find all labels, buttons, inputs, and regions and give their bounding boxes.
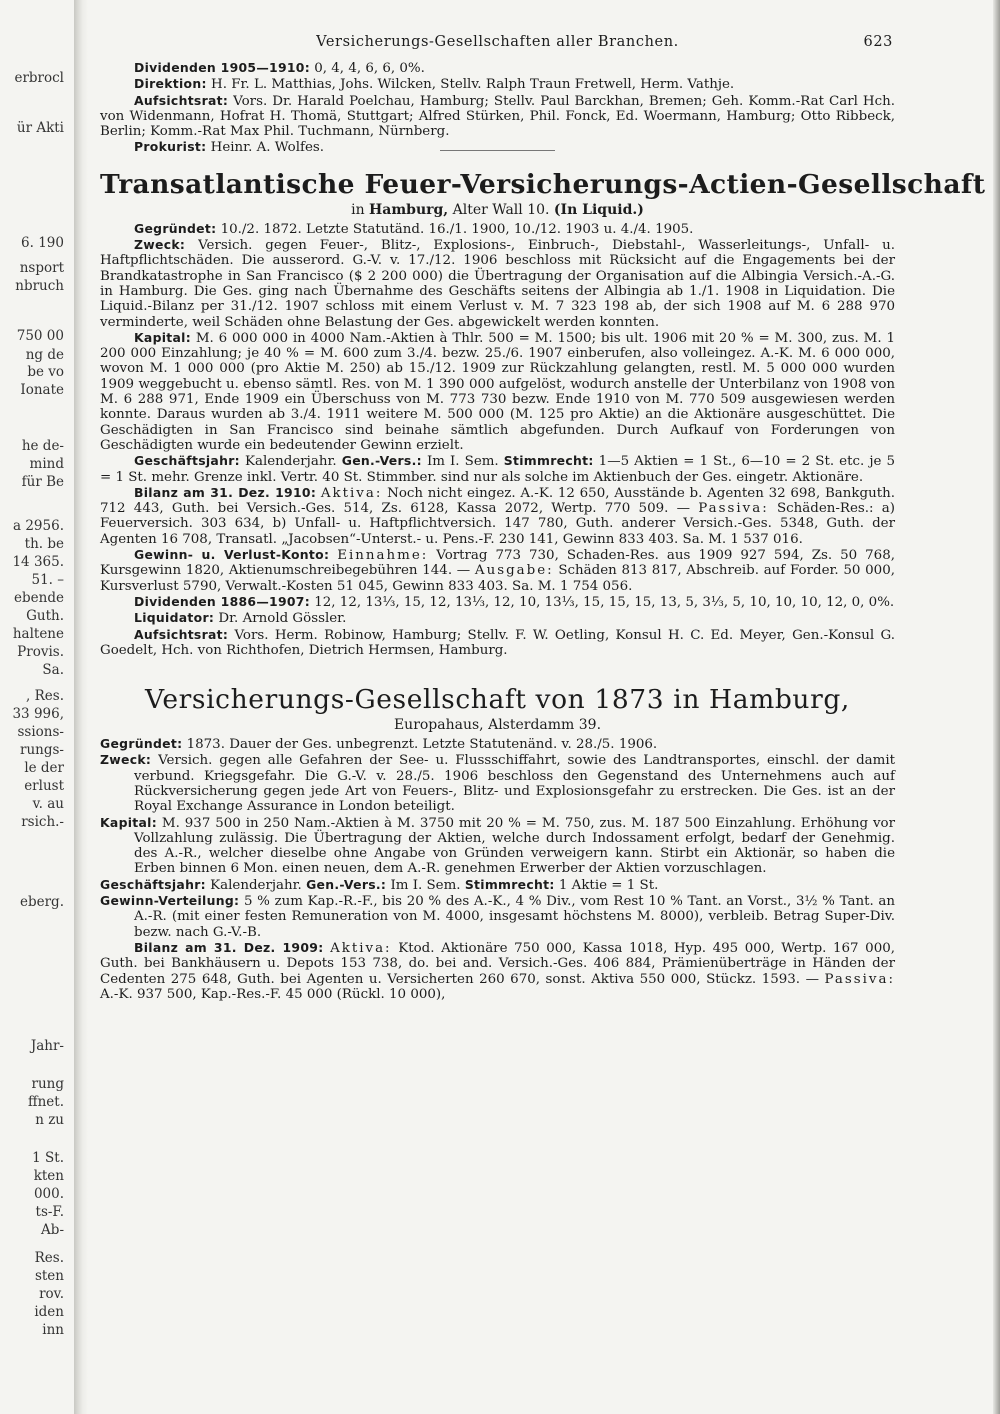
aktiva-label: Aktiva: [330, 940, 392, 956]
entry-geschaeftsjahr [100, 877, 895, 893]
label: Gen.-Vers.: [306, 876, 387, 892]
location-status: (In Liquid.) [553, 201, 644, 218]
einnahme-label: Einnahme: [337, 548, 429, 564]
left-fragment: a 2956. [13, 518, 64, 534]
entry-kapital [100, 815, 895, 877]
company-location [100, 201, 895, 219]
left-fragment: Sa. [42, 662, 64, 678]
label: Zweck: [134, 237, 186, 253]
value: M. 6 000 000 in 4000 Nam.-Aktien à Thlr. 500 = M. 1500; bis ult. 1906 mit 20 % = M. 300, zus. M. 1 200 000 Einzahlung; je 40 % = M. 600 zum 3./4. bezw. 25./6. 1907 einberufen, also volleingez. A.-K. M. 6 000 000, wovon M. 1 000 000 (pro Aktie M. 250) ab 15./12. 1909 zur Rückzahlung gelangten, restl. M. 5 000 000 wurden 1909 weggebucht u. ebenso sämtl. Res. von M. 1 390 000 aufgelöst, wodurch anstelle der Unterbilanz von 1908 von M. 6 288 971, Ende 1909 ein Überschuss von M. 773 730 bezw. Ende 1910 von M. 770 509 ausgewiesen werden konnte. Daraus wurden ab 3./4. 1911 weitere M. 500 000 (M. 125 pro Aktie) an die Aktionäre ausgeschüttet. Die Geschädigten in San Francisco sind beinahe sämtlich abgefunden. Durch Aufkauf von Forderungen von Geschädigten wurde ein bedeutender Gewinn erzielt. [100, 330, 895, 453]
left-fragment: le der [24, 760, 64, 776]
entry-dividenden [100, 60, 895, 76]
left-fragment: Res. [34, 1250, 64, 1266]
entry-kapital [100, 330, 895, 453]
left-fragment: rsich.- [21, 814, 64, 830]
aktiva-label: Aktiva: [320, 485, 383, 501]
left-fragment: haltene [12, 626, 64, 642]
running-header [100, 34, 895, 60]
label: Gegründet: [134, 220, 217, 236]
left-fragment: ür Akti [16, 120, 64, 136]
entry-liquidator [100, 610, 895, 626]
entry-gegruendet [100, 736, 895, 752]
value: 0, 4, 4, 6, 6, 0%. [314, 61, 425, 76]
value: 1873. Dauer der Ges. unbegrenzt. Letzte Statutenänd. v. 28./5. 1906. [186, 737, 658, 753]
left-fragment: kten [33, 1168, 64, 1184]
location-address: Alter Wall 10. [452, 201, 550, 218]
label: Aufsichtsrat: [134, 626, 229, 642]
value: Vors. Dr. Harald Poelchau, Hamburg; Stellv. Paul Barckhan, Bremen; Geh. Komm.-Rat Carl Hch. von Widenmann, Hofrat H. Thomä, Stuttgart; Alfred Stürken, Phil. Fonck, Ed. Woermann, Hamburg; Otto Ribbeck, Berlin; Komm.-Rat Max Phil. Tuchmann, Nürnberg. [100, 93, 895, 140]
page-gutter [74, 0, 88, 1414]
value: Schäden 813 817, Abschreib. auf Forder. 50 000, Kursverlust 5790, Verwalt.-Kosten 51 045, Gewinn 833 403. Sa. M. 1 754 056. [100, 563, 895, 594]
value: Schäden-Res.: a) Feuerversich. 303 634, b) Unfall- u. Haftpflichtversich. 147 780, Guth. anderer Versich.-Ges. 5348, Guth. der Agenten 16 708, Transatl. „Jacobsen“-Unterst.- u. Pens.-F. 230 141, Gewinn 833 403. Sa. M. 1 537 016. [100, 501, 896, 547]
entry-zweck [100, 237, 895, 330]
label: Bilanz am 31. Dez. 1909: [134, 939, 324, 955]
left-fragment: ffnet. [28, 1094, 64, 1110]
left-fragment: Jahr- [30, 1038, 64, 1054]
label: Gewinn-Verteilung: [100, 893, 240, 909]
label: Gewinn- u. Verlust-Konto: [134, 547, 330, 563]
entry-bilanz [100, 485, 895, 547]
entry-direktion [100, 76, 895, 92]
value: Ktod. Aktionäre 750 000, Kassa 1018, Hyp. 495 000, Wertp. 167 000, Guth. bei Bankhäusern u. Depots 153 738, do. bei and. Versich.-Ges. 406 884, Prämienüberträge in Händen der Cedenten 275 648, Guth. bei Agenten u. Versicherten 260 670, sonst. Aktiva 550 000, Stückz. 1593. — [100, 940, 895, 987]
value: Kalenderjahr. [244, 454, 337, 470]
left-fragment: th. be [24, 536, 64, 552]
entry-gegruendet [100, 221, 895, 237]
left-fragment: ebende [14, 590, 64, 606]
label: Stimmrecht: [503, 453, 594, 469]
value: 12, 12, 13⅓, 15, 12, 13⅓, 12, 10, 13⅓, 15, 15, 15, 13, 5, 3⅓, 5, 10, 10, 10, 12, 0, 0%. [314, 594, 895, 610]
left-fragment: 51. – [31, 572, 64, 588]
value: 10./2. 1872. Letzte Statutänd. 16./1. 1900, 10./12. 1903 u. 4./4. 1905. [220, 221, 694, 237]
entry-gewinn-verteilung [100, 893, 895, 940]
value: A.-K. 937 500, Kap.-Res.-F. 45 000 (Rückl. 10 000), [100, 986, 446, 1002]
value: Kalenderjahr. [210, 877, 302, 893]
page-edge [993, 0, 1000, 1414]
label: Dividenden 1886—1907: [134, 593, 310, 609]
value: Im I. Sem. [426, 454, 499, 470]
entry-zweck [100, 752, 895, 814]
value: 5 % zum Kap.-R.-F., bis 20 % des A.-K., 4 % Div., vom Rest 10 % Tant. an Vorst., 3½ % Tant. an A.-R. (mit einer festen Remuneration von M. 4000, insgesamt höchstens M. 8000), verbleib. Betrag Super-Div. bezw. nach G.-V.-B. [134, 894, 896, 940]
label: Bilanz am 31. Dez. 1910: [134, 484, 317, 500]
value: 1—5 Aktien = 1 St., 6—10 = 2 St. etc. je 5 = 1 St. mehr. Grenze inkl. Vertr. 40 St. Stimmber. sind nur als solche im Aktienbuch der Ges. eingetr. Aktionäre. [100, 454, 895, 485]
label: Aufsichtsrat: [134, 92, 229, 108]
left-fragment: Guth. [26, 608, 64, 624]
left-fragment: Provis. [17, 644, 64, 660]
left-fragment: 14 365. [12, 554, 64, 570]
left-fragment: sten [34, 1268, 64, 1284]
label: Stimmrecht: [464, 876, 555, 892]
value: Versich. gegen alle Gefahren der See- u. Flussschiffahrt, sowie des Landtransportes, einschl. der damit verbund. Kriegsgefahr. Die G.-V. v. 28./5. 1906 beschloss den Gegenstand des Unternehmens auch auf Rückversicherung gegen jede Art von Feuers-, Blitz- und Explosionsgefahr zu erstrecken. Die Ges. ist an der Royal Exchange Assurance in London beteiligt. [134, 753, 895, 815]
left-fragment: rov. [39, 1286, 64, 1302]
left-fragment: inn [42, 1322, 64, 1338]
label: Dividenden 1905—1910: [134, 60, 310, 75]
left-fragment: he de- [21, 438, 64, 454]
left-fragment: Ab- [41, 1222, 64, 1238]
left-fragment: erbrocl [14, 70, 64, 86]
left-fragment: 1 St. [32, 1150, 64, 1166]
page-number: 623 [863, 34, 893, 50]
label: Gegründet: [100, 736, 183, 752]
left-fragment: rungs- [20, 742, 64, 758]
left-fragment: 33 996, [12, 706, 64, 722]
label: Kapital: [134, 329, 191, 345]
left-fragment: ng de [25, 347, 64, 363]
left-fragment: , Res. [26, 688, 64, 704]
passiva-label: Passiva: [824, 971, 895, 987]
entry-geschaeftsjahr [100, 453, 895, 485]
value: H. Fr. L. Matthias, Johs. Wilcken, Stellv. Ralph Traun Fretwell, Herm. Vathje. [211, 77, 735, 93]
ausgabe-label: Ausgabe: [474, 563, 554, 579]
left-fragment: Ionate [20, 382, 64, 398]
entry-aufsichtsrat [100, 627, 895, 659]
company-address: Europahaus, Alsterdamm 39. [393, 717, 602, 734]
left-fragment: 000. [33, 1186, 64, 1202]
label: Prokurist: [134, 139, 207, 155]
left-fragment: v. au [32, 796, 64, 812]
company-title: Versicherungs-Gesellschaft von 1873 in Hamburg, [145, 684, 850, 716]
label: Geschäftsjahr: [100, 876, 206, 892]
label: Gen.-Vers.: [341, 453, 422, 469]
left-fragment: ssions- [17, 724, 64, 740]
left-fragment: eberg. [19, 894, 64, 910]
entry-bilanz [100, 940, 895, 1002]
left-fragment: n zu [35, 1112, 64, 1128]
location-city: Hamburg, [369, 201, 449, 218]
passiva-label: Passiva: [698, 501, 769, 517]
value: Vors. Herm. Robinow, Hamburg; Stellv. F. W. Oetling, Konsul H. C. Ed. Meyer, Gen.-Konsul G. Goedelt, Hch. von Richthofen, Dietrich Hermsen, Hamburg. [100, 627, 895, 658]
left-fragment: be vo [27, 364, 64, 380]
value: Versich. gegen Feuer-, Blitz-, Explosions-, Einbruch-, Diebstahl-, Wasserleitungs-, Unfall- u. Haftpflichtschäden. Die ausserord. G.-V. v. 17./12. 1906 beschloss mit Rücksicht auf die Engagements bei der Brandkatastrophe in San Francisco ($ 2 200 000) die Übertragung der Organisation auf die Albingia Versich.-A.-G. in Hamburg. Die Ges. ging nach Übernahme des Geschäfts seitens der Albingia ab 1./1. 1908 in Liquidation. Die Liquid.-Bilanz per 31./12. 1907 schloss mit einem Verlust v. M. 7 323 198 ab, der sich 1908 auf M. 6 288 970 verminderte, weil Schäden ohne Belastung der Ges. abgewickelt werden konnten. [100, 238, 895, 330]
value: Im I. Sem. [390, 877, 461, 893]
left-fragment: 750 00 [16, 328, 64, 344]
company-title: Transatlantische Feuer-Versicherungs-Actien-Gesellschaft [100, 168, 986, 200]
entry-guv [100, 547, 895, 594]
running-title: Versicherungs-Gesellschaften aller Branchen. [316, 34, 679, 50]
entry-aufsichtsrat [100, 93, 895, 140]
label: Kapital: [100, 814, 157, 830]
left-fragment: ts-F. [35, 1204, 64, 1220]
value: Vortrag 773 730, Schaden-Res. aus 1909 927 594, Zs. 50 768, Kursgewinn 1820, Aktienumschreibegebühren 144. — [100, 548, 895, 579]
left-fragment: rung [31, 1076, 64, 1092]
label: Direktion: [134, 76, 207, 92]
left-fragment: nbruch [15, 278, 64, 294]
location-prefix: in [351, 201, 365, 218]
value: 1 Aktie = 1 St. [558, 877, 659, 893]
label: Geschäftsjahr: [134, 453, 240, 469]
label: Zweck: [100, 752, 152, 768]
left-fragment: für Be [21, 474, 64, 490]
page-body [100, 34, 986, 1002]
entry-dividenden [100, 594, 895, 610]
value: Dr. Arnold Gössler. [218, 611, 347, 627]
section-divider [440, 150, 555, 157]
value: Noch nicht eingez. A.-K. 12 650, Ausstände b. Agenten 32 698, Bankguth. 712 443, Guth. bei Versich.-Ges. 514, Zs. 6128, Kassa 2072, Wertp. 770 509. — [100, 485, 895, 517]
left-fragment: 6. 190 [21, 235, 64, 251]
value: Heinr. A. Wolfes. [210, 140, 324, 156]
value: M. 937 500 in 250 Nam.-Aktien à M. 3750 mit 20 % = M. 750, zus. M. 187 500 Einzahlung. Erhöhung vor Vollzahlung zulässig. Die Übertragung der Aktien, welche durch Indossament erfolgt, bedarf der Genehmig. des A.-R., welcher dieselbe ohne Angabe von Gründen verweigern kann. Stirbt ein Aktionär, so haben die Erben binnen 6 Mon. einen neuen, dem A.-R. genehmen Erwerber der Aktien vorzuschlagen. [134, 815, 895, 877]
left-fragment: iden [34, 1304, 64, 1320]
left-page-fragments [0, 60, 66, 1414]
left-fragment: mind [29, 456, 64, 472]
left-fragment: nsport [19, 260, 64, 276]
label: Liquidator: [134, 610, 215, 626]
left-fragment: erlust [24, 778, 64, 794]
